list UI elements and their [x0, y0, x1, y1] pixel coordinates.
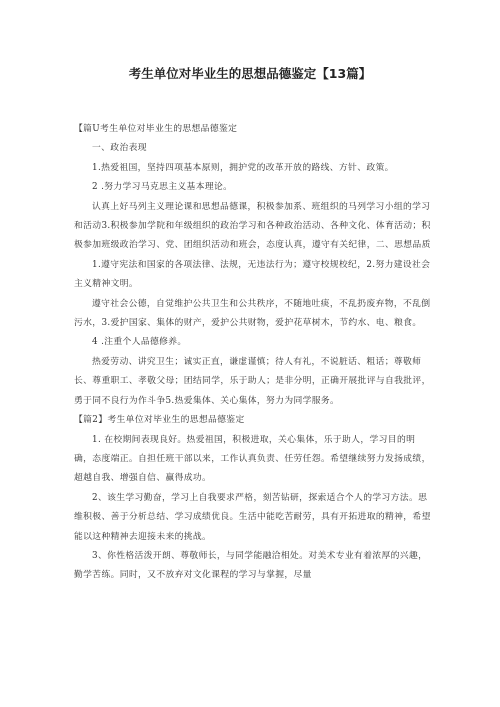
paragraph: 一、政治表现 — [92, 143, 147, 154]
paragraph: 1.热爱祖国，坚持四项基本原则，拥护党的改革开放的路线、方针、政策。 — [92, 162, 394, 173]
paragraph: 遵守社会公德，自觉维护公共卫生和公共秩序，不随地吐痰，不乱扔废弃物，不乱倒污水，3.爱护国家、集体的财产，爱护公共财物，爱护花草树木，节约水、电、粮食。 — [74, 298, 431, 329]
paragraph: 热爱劳动、讲究卫生；诚实正直，谦虚谨慎；待人有礼，不说脏话、粗话；尊敬师长、尊重职工、孝敬父母；团结同学，乐于助人；是非分明，正确开展批评与自我批评，勇于同不良行为作斗争5.热爱集体、关心集体，努力为同学服务。 — [74, 356, 431, 406]
document-title: 考生单位对毕业生的思想品德鉴定【13篇】 — [128, 66, 372, 81]
paragraph: 4 .注重个人品德修养。 — [92, 337, 187, 348]
paragraph: 3、你性格活泼开朗、尊敬师长，与同学能融洽相处。对美术专业有着浓厚的兴趣，勤学苦练。同时，又不放弃对文化课程的学习与掌握，尽量 — [74, 550, 428, 581]
paragraph: 1.遵守宪法和国家的各项法律、法规，无违法行为；遵守校规校纪，2.努力建设社会主义精神文明。 — [74, 259, 431, 290]
section-heading: 【篇U考生单位对毕业生的思想品德鉴定 — [74, 124, 238, 134]
paragraph: 认真上好马列主义理论课和思想品德课，积极参加系、班组织的马列学习小组的学习和活动3.积极参加学院和年级组织的政治学习和各种政治活动、各种文化、体育活动；积极参加班级政治学习、党、团组织活动和班会，态度认真，遵守有关纪律，二、思想品质 — [74, 201, 431, 251]
section-heading: 【篇2】考生单位对毕业生的思想品德鉴定 — [74, 415, 245, 426]
paragraph: 2 .努力学习马克思主义基本理论。 — [92, 182, 233, 193]
paragraph: 2、该生学习勤奋，学习上自我要求严格，刻苦钻研，探索适合个人的学习方法。思维积极、善于分析总结、学习成绩优良。生活中能吃苦耐劳，具有开拓进取的精神，希望能以这种精神去迎接未来的挑战。 — [74, 492, 431, 542]
document-body — [74, 120, 432, 586]
paragraph: 1. 在校期间表现良好。热爱祖国，积极进取，关心集体，乐于助人，学习目的明确，态度端正。自担任班干部以来，工作认真负责、任劳任怨。希望继续努力发扬成绩，超越自我、增强自信、赢得成功。 — [74, 434, 431, 484]
